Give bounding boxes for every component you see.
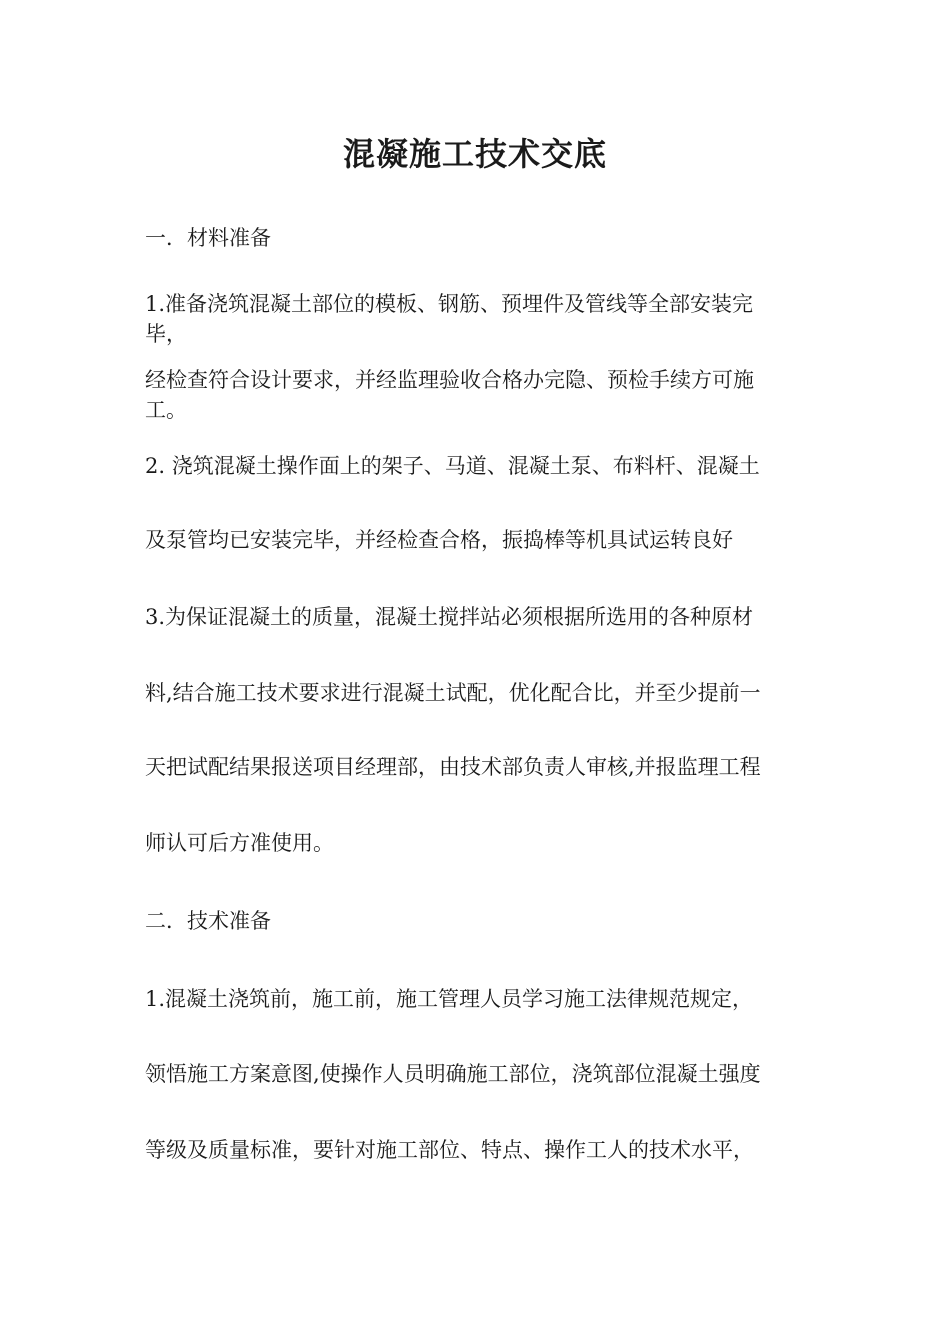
paragraph-line: 毕， (145, 322, 187, 346)
section-heading-materials: 一．材料准备 (145, 226, 271, 250)
paragraph-line: 1.准备浇筑混凝土部位的模板、钢筋、预埋件及管线等全部安装完 (145, 292, 754, 316)
paragraph-line: 工。 (145, 398, 187, 422)
section-heading-technical: 二．技术准备 (145, 909, 271, 933)
paragraph-line: 料,结合施工技术要求进行混凝土试配，优化配合比，并至少提前一 (145, 681, 761, 705)
paragraph-line: 经检查符合设计要求，并经监理验收合格办完隐、预检手续方可施 (145, 368, 754, 392)
paragraph-line: 天把试配结果报送项目经理部，由技术部负责人审核,并报监理工程 (145, 755, 761, 779)
paragraph-line: 及泵管均已安装完毕，并经检查合格，振捣棒等机具试运转良好 (145, 528, 733, 552)
paragraph-line: 领悟施工方案意图,使操作人员明确施工部位，浇筑部位混凝土强度 (145, 1062, 761, 1086)
paragraph-line: 等级及质量标准，要针对施工部位、特点、操作工人的技术水平， (145, 1138, 754, 1162)
paragraph-line: 3.为保证混凝土的质量，混凝土搅拌站必须根据所选用的各种原材 (145, 605, 754, 629)
paragraph-line: 1.混凝土浇筑前，施工前，施工管理人员学习施工法律规范规定， (145, 987, 754, 1011)
document-title: 混凝施工技术交底 (342, 135, 607, 173)
paragraph-line: 2. 浇筑混凝土操作面上的架子、马道、混凝土泵、布料杆、混凝土 (145, 454, 760, 478)
paragraph-line: 师认可后方准使用。 (145, 831, 334, 855)
